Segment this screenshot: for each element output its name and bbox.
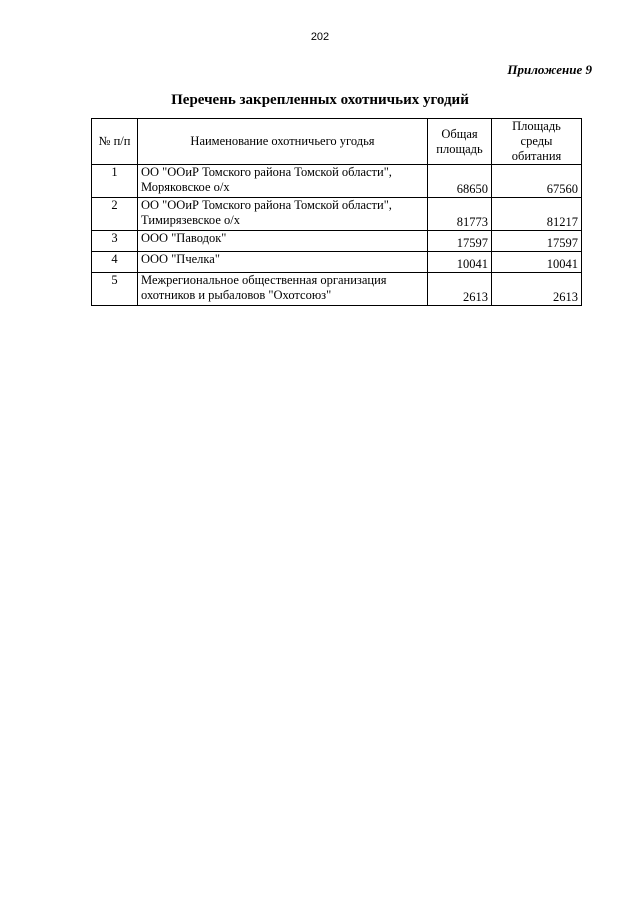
total-area-value: 10041 bbox=[428, 252, 492, 273]
row-number: 1 bbox=[92, 165, 138, 198]
total-area-value: 81773 bbox=[428, 198, 492, 231]
hunting-grounds-table bbox=[91, 118, 582, 306]
habitat-area-value: 67560 bbox=[492, 165, 582, 198]
header-name: Наименование охотничьего угодья bbox=[138, 119, 428, 165]
table-row bbox=[92, 273, 582, 306]
habitat-area-value: 17597 bbox=[492, 231, 582, 252]
ground-name: ООО "Пчелка" bbox=[138, 252, 428, 273]
ground-name: Межрегиональное общественная организация охотников и рыбаловов "Охотсоюз" bbox=[138, 273, 428, 306]
table-row bbox=[92, 252, 582, 273]
ground-name: ОО "ООиР Томского района Томской области", Моряковское о/х bbox=[138, 165, 428, 198]
page-number: 202 bbox=[310, 31, 330, 43]
total-area-value: 68650 bbox=[428, 165, 492, 198]
row-number: 3 bbox=[92, 231, 138, 252]
habitat-area-value: 10041 bbox=[492, 252, 582, 273]
ground-name: ООО "Паводок" bbox=[138, 231, 428, 252]
habitat-area-value: 81217 bbox=[492, 198, 582, 231]
document-title: Перечень закрепленных охотничьих угодий bbox=[171, 92, 469, 108]
total-area-value: 2613 bbox=[428, 273, 492, 306]
row-number: 5 bbox=[92, 273, 138, 306]
row-number: 2 bbox=[92, 198, 138, 231]
ground-name: ОО "ООиР Томского района Томской области", Тимирязевское о/х bbox=[138, 198, 428, 231]
table-row bbox=[92, 231, 582, 252]
header-habitat-area: Площадь среды обитания bbox=[492, 119, 582, 165]
row-number: 4 bbox=[92, 252, 138, 273]
table-row bbox=[92, 198, 582, 231]
table-row bbox=[92, 165, 582, 198]
appendix-label: Приложение 9 bbox=[507, 62, 592, 77]
header-number: № п/п bbox=[92, 119, 138, 165]
total-area-value: 17597 bbox=[428, 231, 492, 252]
habitat-area-value: 2613 bbox=[492, 273, 582, 306]
header-total-area: Общая площадь bbox=[428, 119, 492, 165]
table-header-row bbox=[92, 119, 582, 165]
